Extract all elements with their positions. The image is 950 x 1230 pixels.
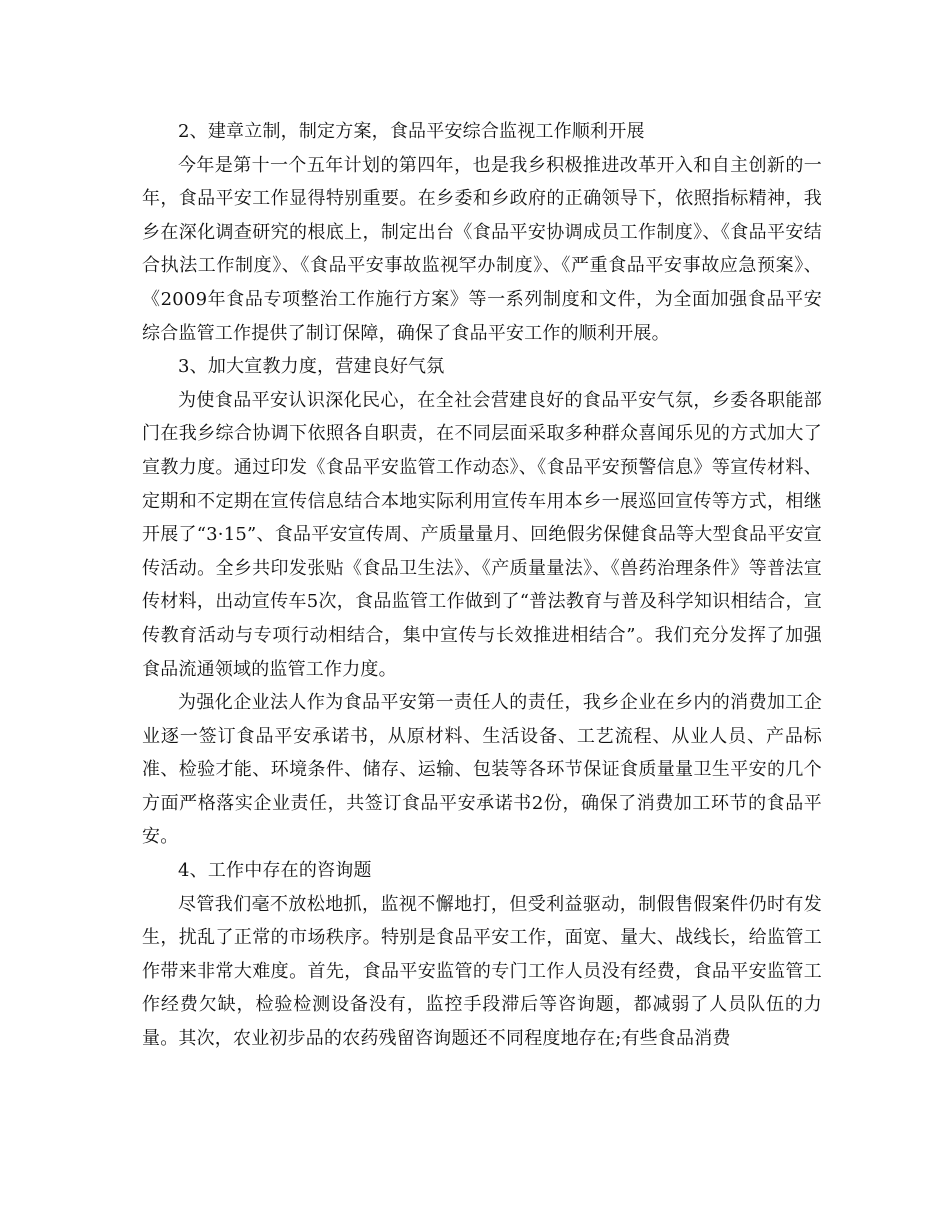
body-paragraph: 为使食品平安认识深化民心，在全社会营建良好的食品平安气氛，乡委各职能部门在我乡综合协调下依照各自职责，在不同层面采取多种群众喜闻乐见的方式加大了宣教力度。通过印发《食品平安监管工作动态》、《食品平安预警信息》等宣传材料、定期和不定期在宣传信息结合本地实际利用宣传车用本乡一展巡回宣传等方式，相继开展了“3·15”、食品平安宣传周、产质量量月、回绝假劣保健食品等大型食品平安宣传活动。全乡共印发张贴《食品卫生法》、《产质量量法》、《兽药治理条件》等普法宣传材料，出动宣传车5次，食品监管工作做到了“普法教育与普及科学知识相结合，宣传教育活动与专项行动相结合，集中宣传与长效推进相结合”。我们充分发挥了加强食品流通领域的监管工作力度。 xyxy=(142,389,822,680)
body-paragraph: 为强化企业法人作为食品平安第一责任人的责任，我乡企业在乡内的消费加工企业逐一签订食品平安承诺书，从原材料、生活设备、工艺流程、从业人员、产品标准、检验才能、环境条件、储存、运输、包装等各环节保证食质量量卫生平安的几个方面严格落实企业责任，共签订食品平安承诺书2份，确保了消费加工环节的食品平安。 xyxy=(142,692,822,848)
section-heading-4: 4、工作中存在的咨询题 xyxy=(178,860,372,882)
section-heading-3: 3、加大宣教力度，营建良好气氛 xyxy=(178,356,445,378)
body-paragraph: 今年是第十一个五年计划的第四年，也是我乡积极推进改革开入和自主创新的一年，食品平安工作显得特别重要。在乡委和乡政府的正确领导下，依照指标精神，我乡在深化调查研究的根底上，制定出台《食品平安协调成员工作制度》、《食品平安结合执法工作制度》、《食品平安事故监视罕办制度》、《严重食品平安事故应急预案》、《2009年食品专项整治工作施行方案》等一系列制度和文件，为全面加强食品平安综合监管工作提供了制订保障，确保了食品平安工作的顺利开展。 xyxy=(142,154,822,344)
document-body xyxy=(142,115,822,1056)
section-heading-2: 2、建章立制，制定方案，食品平安综合监视工作顺利开展 xyxy=(178,121,645,142)
body-paragraph: 尽管我们毫不放松地抓，监视不懈地打，但受利益驱动，制假售假案件仍时有发生，扰乱了正常的市场秩序。特别是食品平安工作，面宽、量大、战线长，给监管工作带来非常大难度。首先，食品平安监管的专门工作人员没有经费，食品平安监管工作经费欠缺，检验检测设备没有，监控手段滞后等咨询题，都减弱了人员队伍的力量。其次，农业初步品的农药残留咨询题还不同程度地存在;有些食品消费 xyxy=(142,893,822,1050)
